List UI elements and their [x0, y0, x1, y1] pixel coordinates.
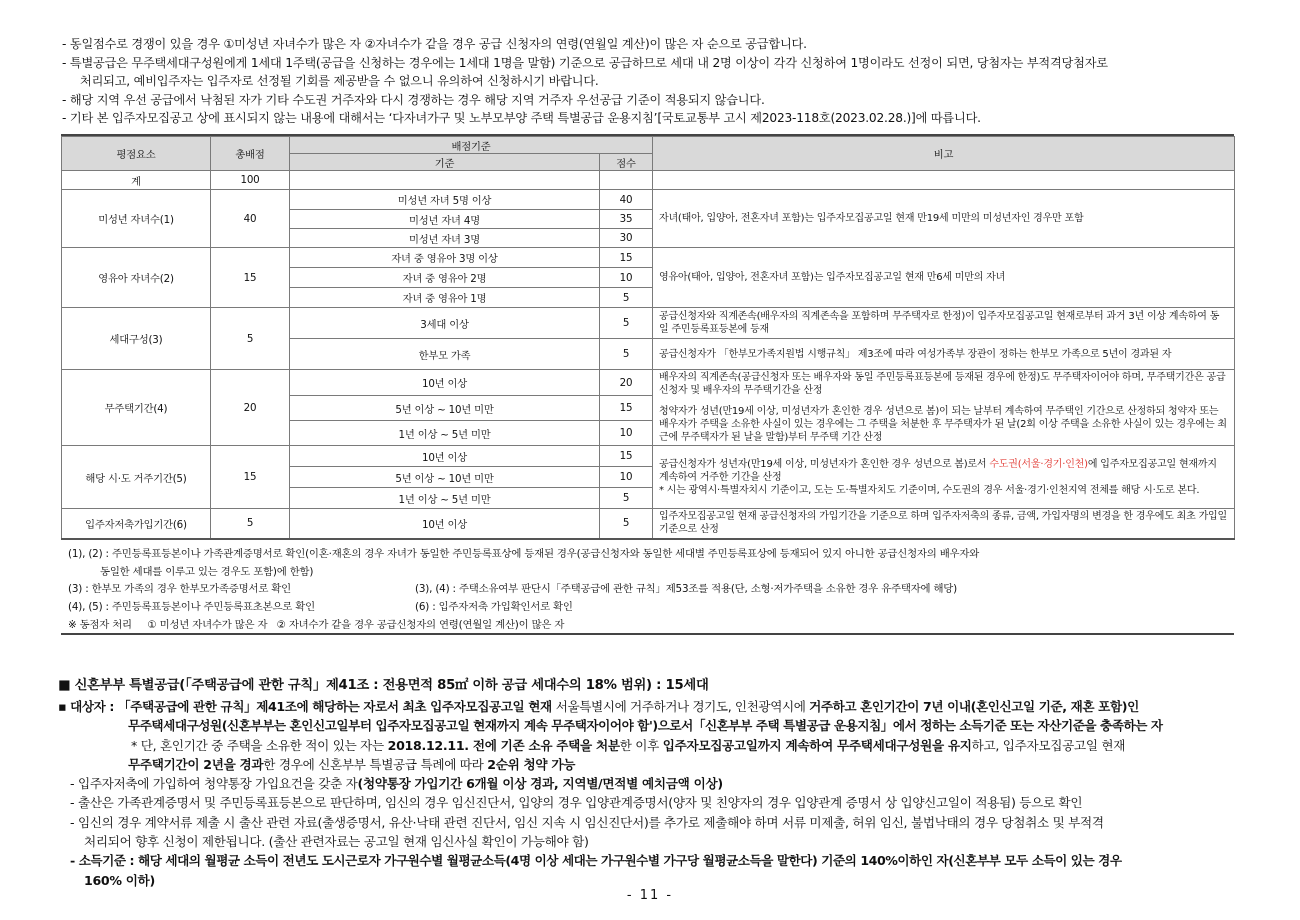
total-cell: 5 [211, 308, 290, 370]
footnote-line: 동일한 세대를 이루고 있는 경우도 포함)에 한함) [100, 565, 314, 578]
target-label: ▪ 대상자 : [58, 699, 119, 714]
total-cell: 15 [211, 248, 290, 308]
section-text: 하고, 입주자모집공고일 현재 [971, 737, 1126, 753]
criteria-cell: 미성년 자녀 3명 [290, 229, 600, 248]
page-number: - 11 - [626, 888, 674, 903]
footnote-line: ※ 동점자 처리 ① 미성년 자녀수가 많은 자 ② 자녀수가 같을 경우 공급신청자의 연령(연월일 계산)이 많은 자 [68, 618, 565, 631]
section-heading: ■ 신혼부부 특별공급(「주택공급에 관한 규칙」제41조 : 전용면적 85㎡ 이하 공급 세대수의 18% 범위) : 15세대 [58, 678, 709, 693]
top-notes [62, 35, 1242, 128]
footnote-line: (1), (2) : 주민등록표등본이나 가족관계증명서로 확인(이혼·재혼의 경우 자녀가 동일한 주민등록표상에 등재된 경우(공급신청자와 동일한 세대별 주민등록표상에 등재되어 있지 아니한 공급신청자의 배우자와 [68, 548, 980, 560]
note-line: - 특별공급은 무주택세대구성원에게 1세대 1주택(공급을 신청하는 경우에는 1세대 1명을 말함) 기준으로 공급하므로 세대 내 2명 이상이 각각 신청하여 1명이라도 선정이 되면, 당첨자는 부적격당첨자로 [62, 55, 1108, 70]
section-line: 처리되어 향후 신청이 제한됩니다. (출산 관련자료는 공고일 현재 임신사실 확인이 가능해야 함) [84, 834, 589, 850]
total-cell: 15 [211, 446, 290, 509]
note-cell [653, 446, 1235, 509]
section-line [58, 697, 1258, 716]
table-row [62, 308, 1235, 339]
note-text: 청약자가 성년(만19세 이상, 미성년자가 혼인한 경우 성년으로 봄)이 되는 날부터 계속하여 무주택인 기간으로 산정하되 청약자 또는 배우자가 주택을 소유한 사실이 있는 경우에는 그 주택을 처분한 후 무주택자가 된 날(2회 이상 주택을 소유한 사실이 있는 경우에는 최근에 무주택자가 된 날을 말함)부터 무주택 기간 산정 [659, 406, 1227, 443]
section-text: 무주택기간이 2년을 경과 [128, 756, 264, 772]
score-cell: 5 [600, 308, 653, 339]
table-row [62, 370, 1235, 396]
header-criteria: 기준 [290, 154, 600, 171]
footnote-text: (3) : 한부모 가족의 경우 한부모가족증명서로 확인 [68, 583, 291, 596]
note-cell: 공급신청자가 「한부모가족지원법 시행규칙」 제3조에 따라 여성가족부 장관이 정하는 한부모 가족으로 5년이 경과된 자 [653, 339, 1235, 370]
header-note: 비고 [653, 137, 1235, 171]
score-table [61, 136, 1235, 540]
item-cell: 해당 시·도 거주기간(5) [62, 446, 211, 509]
note-cell: 자녀(태아, 입양아, 전혼자녀 포함)는 입주자모집공고일 현재 만19세 미만의 미성년자인 경우만 포함 [653, 190, 1235, 248]
criteria-cell: 미성년 자녀 4명 [290, 210, 600, 229]
criteria-cell: 10년 이상 [290, 370, 600, 396]
header-score: 점수 [600, 154, 653, 171]
footnote-text: (4), (5) : 주민등록표등본이나 주민등록표초본으로 확인 [68, 601, 315, 614]
score-cell: 5 [600, 509, 653, 539]
item-cell: 미성년 자녀수(1) [62, 190, 211, 248]
score-cell: 10 [600, 467, 653, 488]
section-line: - 출산은 가족관계증명서 및 주민등록표등본으로 판단하며, 임신의 경우 임신진단서, 입양의 경우 입양관계증명서(양자 및 친양자의 경우 입양관계 증명서 상 입양신고일이 적용됨) 등으로 확인 [70, 795, 1083, 811]
section-line: - 임신의 경우 계약서류 제출 시 출산 관련 자료(출생증명서, 유산·낙태 관련 진단서, 임신 지속 시 임신진단서)를 추가로 제출해야 하며 서류 미제출, 허위 임신, 불법낙태의 경우 당첨취소 및 부적격 [70, 814, 1104, 830]
section-text: 거주하고 혼인기간이 7년 이내(혼인신고일 기준, 재혼 포함)인 [809, 699, 1139, 714]
score-cell: 20 [600, 370, 653, 396]
score-cell: 30 [600, 229, 653, 248]
criteria-cell: 1년 이상 ~ 5년 미만 [290, 488, 600, 509]
table-row [62, 446, 1235, 467]
section-text: (청약통장 가입기간 6개월 이상 경과, 지역별/면적별 예치금액 이상) [357, 776, 723, 792]
section-line [58, 736, 1258, 755]
criteria-cell: 한부모 가족 [290, 339, 600, 370]
section-text: 2018.12.11. 전에 기존 소유 주택을 처분 [387, 737, 620, 753]
section-line: - 소득기준 : 해당 세대의 월평균 소득이 전년도 도시근로자 가구원수별 월평균소득(4명 이상 세대는 가구원수별 가구당 월평균소득을 말한다) 기준의 140%이하인 자(신혼부부 모두 소득이 있는 경우 [70, 853, 1122, 869]
section-text: 한 경우에 신혼부부 특별공급 특례에 따라 [263, 756, 488, 772]
total-cell: 20 [211, 370, 290, 446]
header-item: 평점요소 [62, 137, 211, 171]
section-text: 서울특별시에 거주하거나 경기도, 인천광역시에 [555, 699, 810, 714]
footnote-text: (6) : 입주자저축 가입확인서로 확인 [415, 601, 573, 614]
note-cell: 입주자모집공고일 현재 공급신청자의 가입기간을 기준으로 하며 입주자저축의 종류, 금액, 가입자명의 변경을 한 경우에도 최초 가입일 기준으로 산정 [653, 509, 1235, 539]
score-cell: 40 [600, 190, 653, 210]
table-bottom-rule [61, 633, 1234, 635]
section-line [58, 755, 1258, 774]
section-line: 160% 이하) [84, 872, 155, 888]
criteria-cell: 10년 이상 [290, 509, 600, 539]
table-row [62, 248, 1235, 268]
total-cell: 40 [211, 190, 290, 248]
score-cell: 15 [600, 396, 653, 421]
section-text: 한 이후 [619, 737, 663, 753]
section-line: 무주택세대구성원(신혼부부는 혼인신고일부터 입주자모집공고일 현재까지 계속 무주택자이어야 함')으로서「신혼부부 주택 특별공급 운용지침」에서 정하는 소득기준 또는 자산기준을 충족하는 자 [128, 718, 1163, 734]
note-line: - 기타 본 입주자모집공고 상에 표시되지 않는 내용에 대해서는 ‘다자녀가구 및 노부모부양 주택 특별공급 운용지침’[국토교통부 고시 제2023-118호(2023.02.28.)]에 따릅니다. [62, 111, 981, 126]
section-text: - 입주자저축에 가입하여 청약통장 가입요건을 갖춘 자 [70, 776, 358, 792]
newlywed-section [58, 674, 1258, 890]
note-highlight: 수도권(서울·경기·인천) [989, 458, 1088, 470]
section-text: 입주자모집공고일까지 계속하여 무주택세대구성원을 유지 [662, 737, 972, 753]
note-text: 배우자의 직계존속(공급신청자 또는 배우자와 동일 주민등록표등본에 등재된 경우에 한정)도 무주택자이어야 하며, 무주택기간은 공급신청자 및 배우자의 무주택기간을 산정 [659, 372, 1226, 396]
note-text: 에 입주자모집공고일 현재까지 계속하여 거주한 기간을 산정 [659, 458, 1217, 483]
score-cell: 35 [600, 210, 653, 229]
criteria-cell: 5년 이상 ~ 10년 미만 [290, 396, 600, 421]
note-text: * 시는 광역시·특별자치시 기준이고, 도는 도·특별자치도 기준이며, 수도권의 경우 서울·경기·인천지역 전체를 해당 시·도로 본다. [659, 484, 1200, 496]
section-text: 「주택공급에 관한 규칙」제41조에 해당하는 자로서 최초 입주자모집공고일 현재 [118, 699, 556, 714]
table-row [62, 509, 1235, 539]
note-line: - 해당 지역 우선 공급에서 낙첨된 자가 기타 수도권 거주자와 다시 경쟁하는 경우 해당 지역 거주자 우선공급 기준이 적용되지 않습니다. [62, 92, 765, 107]
score-cell: 5 [600, 288, 653, 308]
note-line: 처리되고, 예비입주자는 입주자로 선정될 기회를 제공받을 수 없으니 유의하여 신청하시기 바랍니다. [80, 74, 599, 89]
item-cell: 세대구성(3) [62, 308, 211, 370]
total-cell: 5 [211, 509, 290, 539]
note-cell: 공급신청자와 직계존속(배우자의 직계존속을 포함하며 무주택자로 한정)이 입주자모집공고일 현재로부터 과거 3년 이상 계속하여 동일 주민등록표등본에 등재 [653, 308, 1235, 339]
section-text: 2순위 청약 가능 [487, 756, 576, 772]
total-label: 계 [62, 171, 211, 190]
section-line [58, 774, 1258, 793]
item-cell: 무주택기간(4) [62, 370, 211, 446]
criteria-cell: 3세대 이상 [290, 308, 600, 339]
footnote-line [68, 599, 1238, 617]
item-cell: 영유아 자녀수(2) [62, 248, 211, 308]
criteria-cell: 자녀 중 영유아 2명 [290, 268, 600, 288]
criteria-cell: 자녀 중 영유아 3명 이상 [290, 248, 600, 268]
criteria-cell: 10년 이상 [290, 446, 600, 467]
table-footnotes [68, 546, 1238, 634]
total-value: 100 [211, 171, 290, 190]
criteria-cell: 1년 이상 ~ 5년 미만 [290, 421, 600, 446]
item-cell: 입주자저축가입기간(6) [62, 509, 211, 539]
section-text: * 단, 혼인기간 중 주택을 소유한 적이 있는 자는 [131, 737, 388, 753]
table-row [62, 190, 1235, 210]
note-line: - 동일점수로 경쟁이 있을 경우 ①미성년 자녀수가 많은 자 ②자녀수가 같을 경우 공급 신청자의 연령(연월일 계산)이 많은 자 순으로 공급합니다. [62, 37, 807, 51]
criteria-cell: 미성년 자녀 5명 이상 [290, 190, 600, 210]
footnote-text: (3), (4) : 주택소유여부 판단시「주택공급에 관한 규칙」제53조를 적용(단, 소형·저가주택을 소유한 경우 유주택자에 해당) [415, 583, 957, 596]
note-cell: 영유아(태아, 입양아, 전혼자녀 포함)는 입주자모집공고일 현재 만6세 미만의 자녀 [653, 248, 1235, 308]
note-cell [653, 370, 1235, 446]
score-cell: 10 [600, 268, 653, 288]
header-total: 총배점 [211, 137, 290, 171]
footnote-line [68, 581, 1238, 599]
note-text: 공급신청자가 성년자(만19세 이상, 미성년자가 혼인한 경우 성년으로 봄)로서 [659, 458, 990, 470]
table-row [62, 171, 1235, 190]
score-cell: 15 [600, 446, 653, 467]
score-cell: 10 [600, 421, 653, 446]
score-cell: 15 [600, 248, 653, 268]
criteria-cell: 5년 이상 ~ 10년 미만 [290, 467, 600, 488]
score-cell: 5 [600, 488, 653, 509]
criteria-cell: 자녀 중 영유아 1명 [290, 288, 600, 308]
header-criteria-group: 배점기준 [290, 137, 653, 154]
score-cell: 5 [600, 339, 653, 370]
